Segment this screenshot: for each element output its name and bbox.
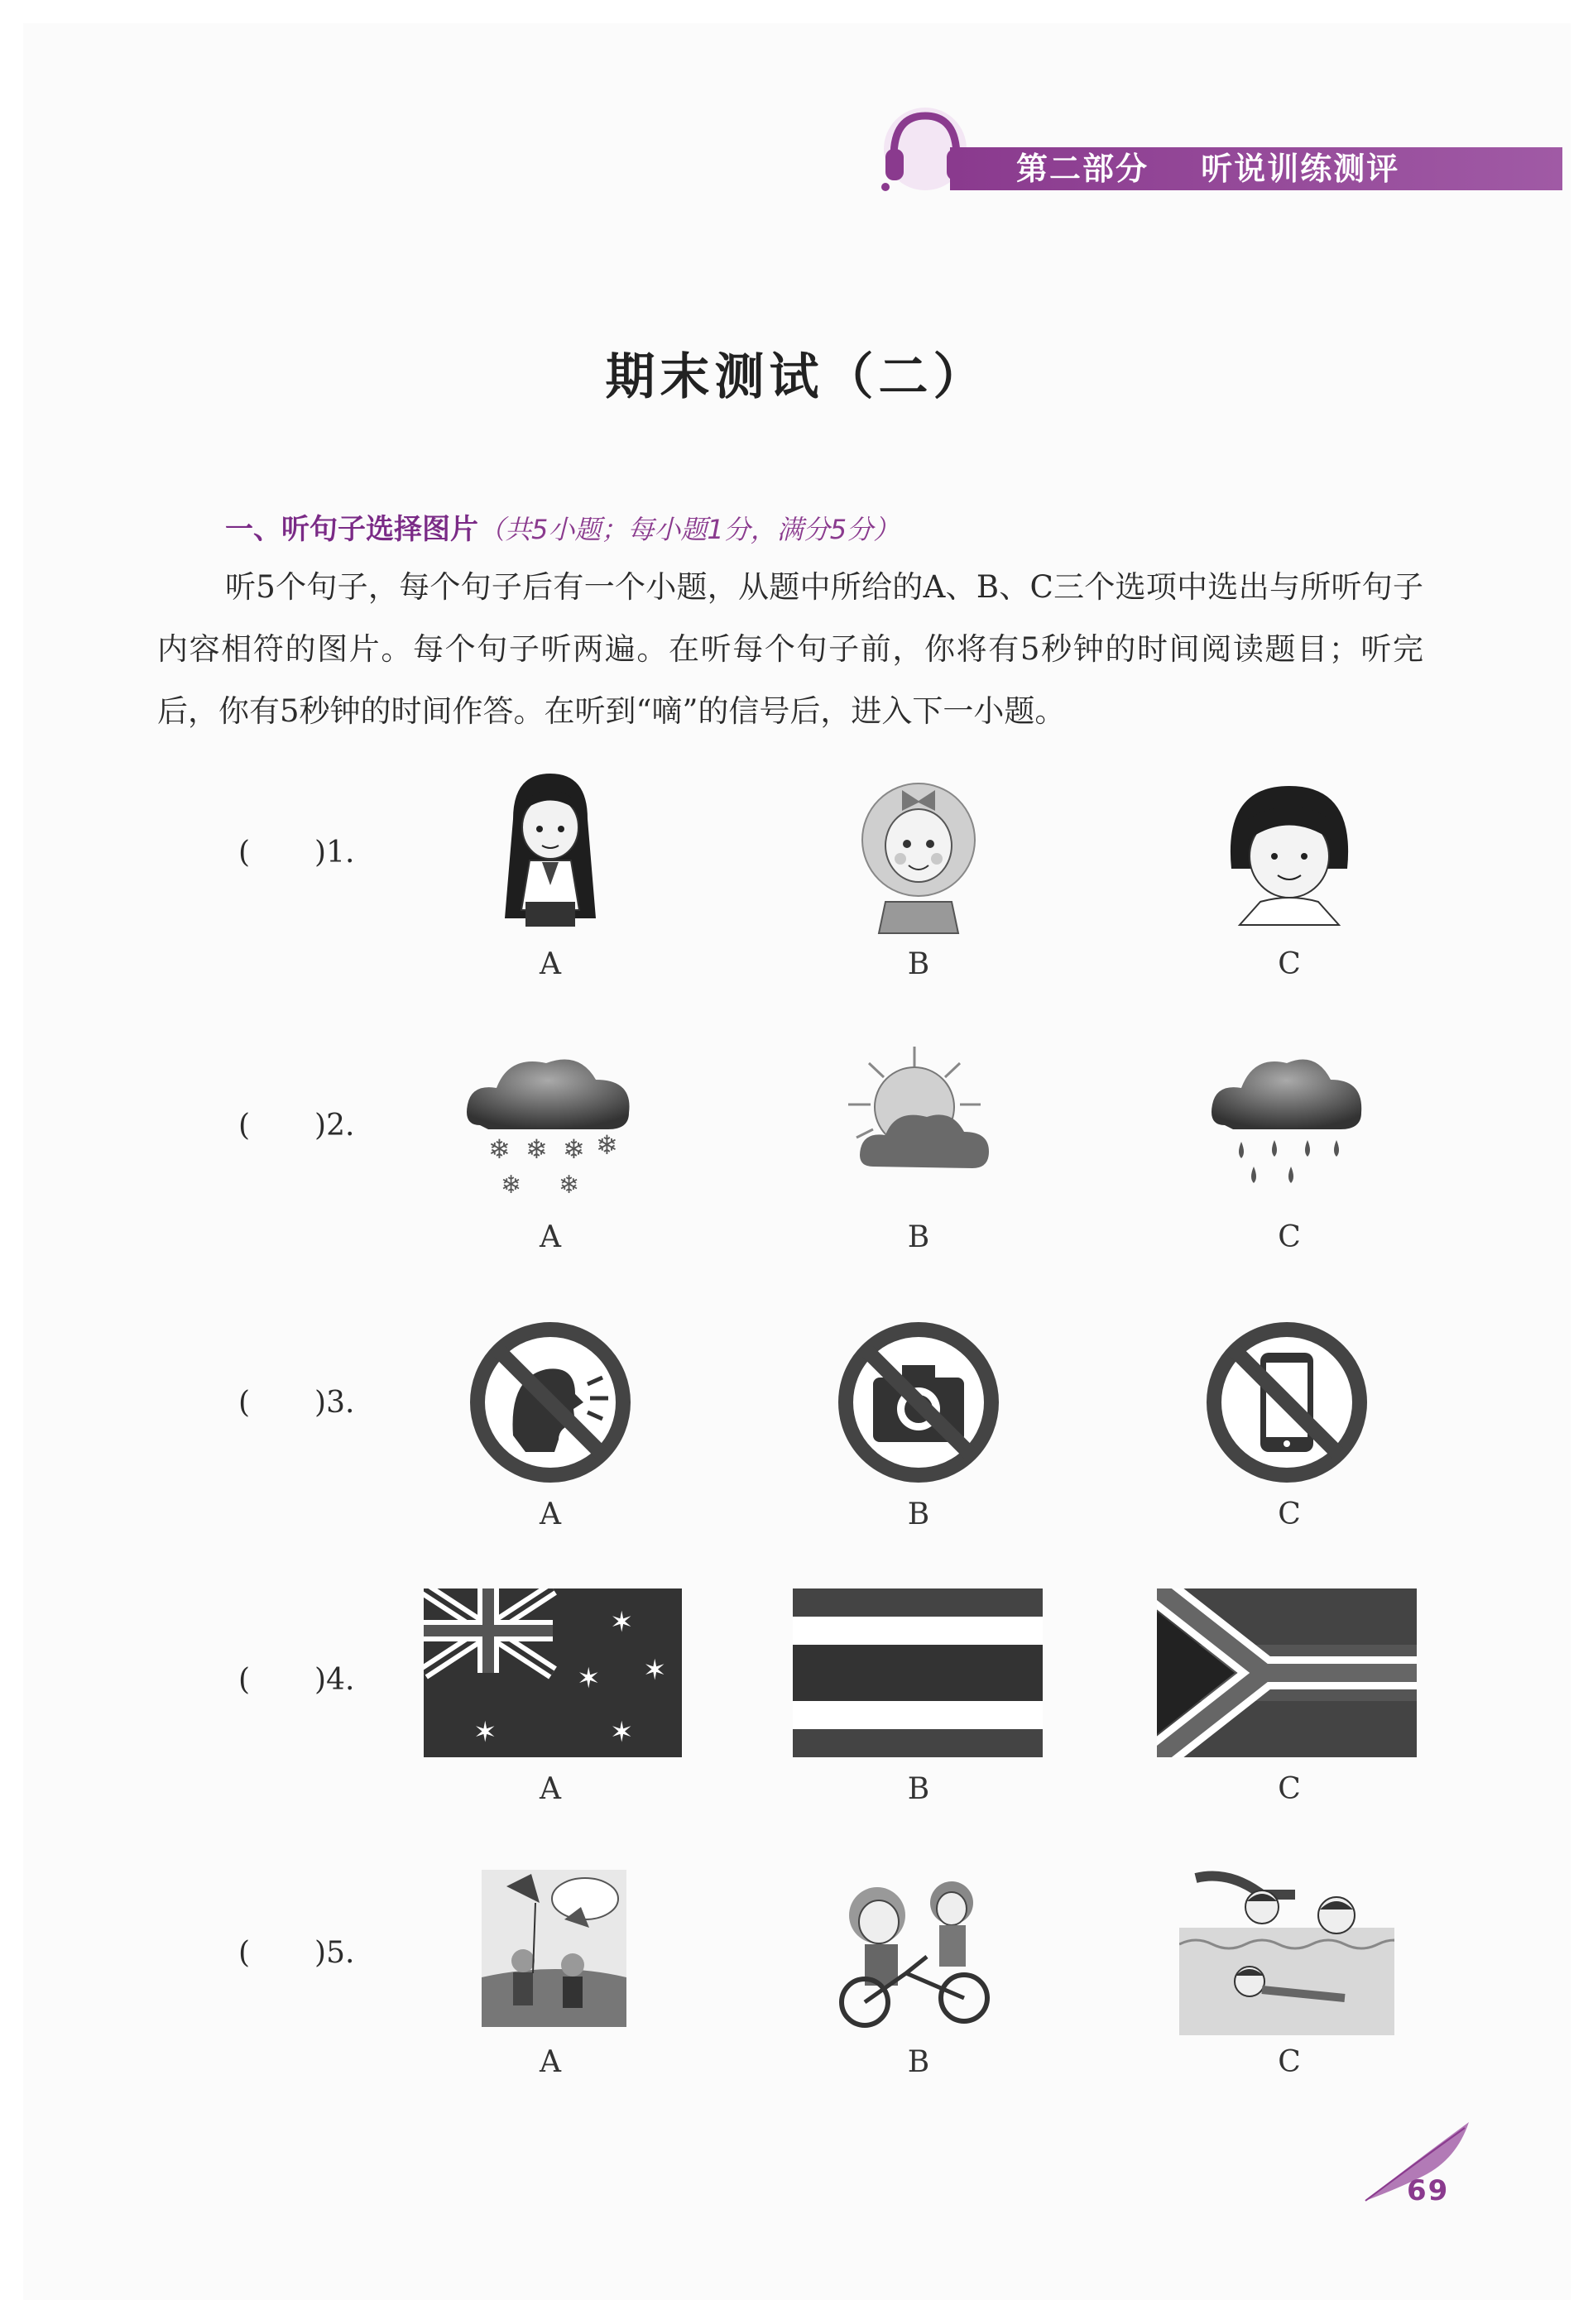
- option-image-south-africa-flag[interactable]: [1157, 1588, 1417, 1757]
- option-label: B: [907, 947, 930, 981]
- section-heading: [225, 506, 900, 547]
- option-image-snowy-cloud[interactable]: [463, 1051, 637, 1200]
- option-image-girl-long-hair[interactable]: [488, 769, 612, 935]
- svg-text:✶: ✶: [577, 1662, 601, 1695]
- option-label: B: [907, 1772, 930, 1806]
- svg-text:✶: ✶: [610, 1716, 634, 1749]
- page-title: 期末测试（二）: [605, 348, 988, 406]
- question-number: ( )1.: [238, 836, 355, 870]
- svg-text:❄: ❄: [596, 1129, 618, 1161]
- option-label: C: [1278, 1772, 1301, 1806]
- option-label: C: [1278, 1497, 1301, 1531]
- option-label: B: [907, 1220, 930, 1254]
- svg-text:❄: ❄: [559, 1171, 580, 1200]
- header-band: [950, 147, 1562, 190]
- page-number: 69: [1407, 2174, 1450, 2207]
- option-label: A: [540, 947, 561, 981]
- svg-text:✶: ✶: [643, 1654, 667, 1687]
- question-number: ( )2.: [238, 1109, 355, 1143]
- svg-text:✶: ✶: [610, 1606, 634, 1639]
- svg-text:❄: ❄: [488, 1133, 511, 1165]
- option-label: A: [540, 2045, 561, 2079]
- option-image-kids-riding-bike[interactable]: [828, 1866, 1010, 2031]
- option-image-no-talking-sign[interactable]: [468, 1320, 633, 1485]
- section-score-note: （共5小题；每小题1分，满分5分）: [478, 514, 900, 545]
- option-label: A: [540, 1497, 561, 1531]
- option-label: C: [1278, 947, 1301, 981]
- option-label: B: [907, 1497, 930, 1531]
- option-image-kids-swimming[interactable]: [1179, 1862, 1394, 2035]
- option-image-kids-flying-kites[interactable]: [482, 1870, 626, 2027]
- option-image-no-phone-sign[interactable]: [1204, 1320, 1370, 1485]
- option-image-thailand-flag[interactable]: [793, 1588, 1043, 1757]
- option-image-girl-curly-hair[interactable]: [852, 769, 985, 935]
- option-image-sun-behind-cloud[interactable]: [836, 1042, 1001, 1191]
- option-label: A: [540, 1772, 561, 1806]
- option-label: A: [540, 1220, 561, 1254]
- option-image-australia-flag[interactable]: [424, 1588, 682, 1757]
- svg-text:✶: ✶: [473, 1716, 497, 1749]
- svg-text:❄: ❄: [501, 1171, 522, 1200]
- section-heading-text: 一、听句子选择图片: [225, 513, 478, 546]
- option-label: B: [907, 2045, 930, 2079]
- option-label: C: [1278, 1220, 1301, 1254]
- option-label: C: [1278, 2045, 1301, 2079]
- section-instructions: 听5个句子，每个句子后有一个小题，从题中所给的A、B、C三个选项中选出与所听句子内容相符的图片。每个句子听两遍。在听每个句子前，你将有5秒钟的时间阅读题目；听完后，你有5秒钟的时间作答。在听到“嘀”的信号后，进入下一小题。: [157, 569, 1423, 729]
- question-number: ( )4.: [238, 1663, 355, 1697]
- question-number: ( )5.: [238, 1936, 355, 1970]
- option-image-girl-short-hair[interactable]: [1215, 778, 1364, 927]
- svg-text:❄: ❄: [563, 1133, 585, 1165]
- option-image-rainy-cloud[interactable]: [1208, 1051, 1365, 1200]
- svg-text:❄: ❄: [525, 1133, 548, 1165]
- header-section: 第二部分: [1016, 151, 1149, 187]
- question-number: ( )3.: [238, 1386, 355, 1420]
- option-image-no-photography-sign[interactable]: [836, 1320, 1001, 1485]
- header-title: 听说训练测评: [1201, 151, 1400, 187]
